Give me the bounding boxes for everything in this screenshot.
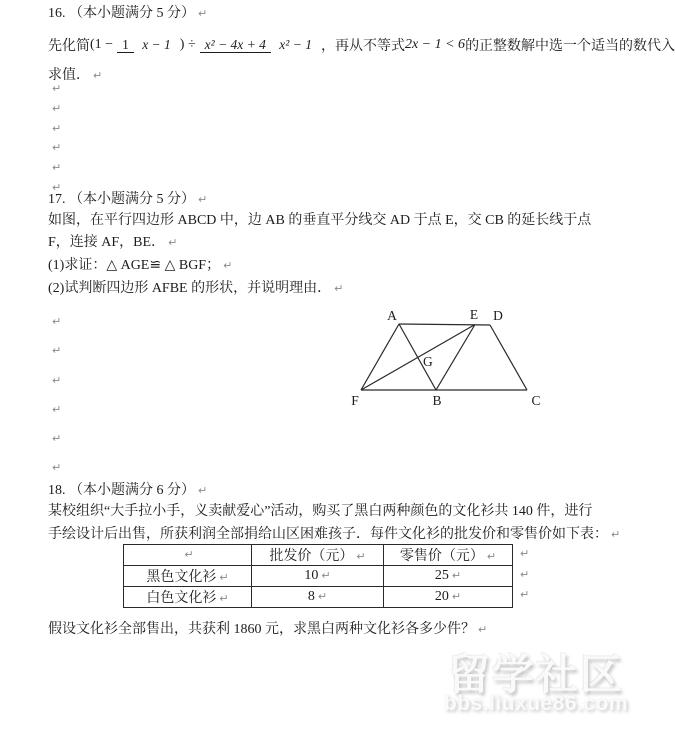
paragraph-mark-icon: ↵ xyxy=(520,567,530,581)
formula-divide-sign: ) ÷ xyxy=(179,37,196,52)
paragraph-mark-icon: ↵ xyxy=(52,315,62,328)
site-watermark xyxy=(440,652,632,716)
q18-body-line1: 某校组织“大手拉小手，义卖献爱心”活动，购买了黑白两种颜色的文化衫共 140 件，进行 xyxy=(48,504,593,519)
table-header-row xyxy=(124,545,513,566)
cell-white-retail-text: 20 xyxy=(434,589,449,604)
question-17 xyxy=(48,189,591,300)
paragraph-mark-icon: ↵ xyxy=(52,373,62,387)
header-cell-retail-text: 零售价（元） xyxy=(399,549,484,564)
watermark-title: 留学社区 xyxy=(447,651,624,698)
cell-white-retail xyxy=(384,587,513,608)
header-cell-wholesale-text: 批发价（元） xyxy=(269,549,354,564)
paragraph-mark-icon: ↵ xyxy=(334,282,344,295)
paragraph-mark-icon: ↵ xyxy=(52,461,62,475)
q18-final-question xyxy=(48,619,487,640)
paragraph-mark-icon: ↵ xyxy=(219,592,229,605)
table-row-black-shirt xyxy=(124,566,513,587)
paragraph-mark-icon: ↵ xyxy=(198,484,208,497)
empty-paragraph-marks-1 xyxy=(52,79,61,198)
price-table-wrap xyxy=(123,544,529,608)
fraction-2-denominator: x² − 1 xyxy=(279,36,312,52)
cell-white-shirt-text: 白色文化衫 xyxy=(146,591,217,606)
q17-body-line2 xyxy=(48,232,591,254)
price-table xyxy=(123,544,513,608)
paragraph-mark-icon: ↵ xyxy=(478,623,488,636)
formula-inequality: 2x − 1 < 6 xyxy=(404,37,466,52)
q17-part1 xyxy=(48,254,591,277)
vertex-label-D: D xyxy=(493,308,503,323)
header-cell-empty xyxy=(124,545,252,566)
paragraph-mark-icon: ↵ xyxy=(52,180,62,194)
cell-black-wholesale xyxy=(252,566,384,587)
table-row-white-shirt xyxy=(124,587,513,608)
fraction-2-numerator: x² − 4x + 4 xyxy=(200,37,271,53)
q18-header xyxy=(48,480,620,501)
vertex-label-A: A xyxy=(387,308,397,323)
paragraph-mark-icon: ↵ xyxy=(52,141,62,155)
formula-middle-text: ，再从不等式 xyxy=(320,39,405,54)
formula-open-paren: (1 − xyxy=(90,37,114,52)
q17-header-text: 17. （本小题满分 5 分） xyxy=(48,192,195,207)
edge-AF xyxy=(361,324,399,390)
paragraph-mark-icon: ↵ xyxy=(451,590,462,603)
edge-AD xyxy=(399,324,490,325)
cell-white-wholesale xyxy=(252,587,384,608)
q17-part2-text: (2)试判断四边形 AFBE 的形状，并说明理由． xyxy=(48,281,332,296)
q18-body-line2-text: 手绘设计后出售，所获利润全部捐给山区困难孩子．每件文化衫的批发价和零售价如下表： xyxy=(48,527,608,542)
vertex-label-E: E xyxy=(469,307,479,322)
paragraph-mark-icon: ↵ xyxy=(520,588,530,602)
vertex-label-G: G xyxy=(423,354,433,369)
paragraph-mark-icon: ↵ xyxy=(611,528,621,541)
paragraph-mark-icon: ↵ xyxy=(486,550,497,563)
paragraph-mark-icon: ↵ xyxy=(93,69,103,82)
paragraph-mark-icon: ↵ xyxy=(52,432,62,446)
cell-black-retail xyxy=(384,566,513,587)
cell-black-shirt-label xyxy=(124,566,252,587)
q18-final-question-text: 假设文化衫全部售出，共获利 1860 元，求黑白两种文化衫各多少件？ xyxy=(48,622,475,637)
paragraph-mark-icon: ↵ xyxy=(52,402,62,416)
vertex-label-F: F xyxy=(351,393,359,408)
q16-header-text: 16. （本小题满分 5 分） xyxy=(48,6,195,21)
q16-line2 xyxy=(48,66,675,86)
cell-black-shirt-text: 黑色文化衫 xyxy=(146,570,217,585)
paragraph-mark-icon: ↵ xyxy=(198,193,208,206)
paragraph-mark-icon: ↵ xyxy=(219,571,229,584)
q17-part1-text: (1)求证：△ AGE≌ △ BGF； xyxy=(48,258,221,273)
empty-paragraph-marks-2 xyxy=(52,307,61,483)
fraction-1 xyxy=(117,37,176,53)
fraction-2 xyxy=(200,37,317,53)
paragraph-mark-icon: ↵ xyxy=(52,121,62,135)
fraction-1-denominator: x − 1 xyxy=(142,36,171,52)
paragraph-mark-icon: ↵ xyxy=(356,550,366,563)
q17-part2 xyxy=(48,277,591,300)
question-18 xyxy=(48,480,620,546)
paragraph-mark-icon: ↵ xyxy=(52,82,62,95)
paragraph-mark-icon: ↵ xyxy=(317,590,328,603)
watermark-url: bbs.liuxue86.com xyxy=(443,692,629,716)
q18-header-text: 18. （本小题满分 6 分） xyxy=(48,483,195,498)
segment-EB xyxy=(436,325,475,391)
header-cell-retail xyxy=(384,545,513,566)
paragraph-mark-icon: ↵ xyxy=(198,7,208,20)
paragraph-mark-icon: ↵ xyxy=(52,344,62,358)
q17-body-line1: 如图，在平行四边形 ABCD 中，边 AB 的垂直平分线交 AD 于点 E，交 CB 的延长线于点 xyxy=(48,213,592,228)
paragraph-mark-icon: ↵ xyxy=(223,259,233,272)
q16-line2-text: 求值． xyxy=(48,68,90,83)
cell-white-wholesale-text: 8 xyxy=(307,589,315,604)
fraction-1-numerator: 1 xyxy=(117,37,134,53)
q17-body-line2-text: F，连接 AF，BE． xyxy=(48,235,166,250)
edge-DC xyxy=(490,325,527,390)
cell-black-retail-text: 25 xyxy=(434,568,449,583)
q16-header xyxy=(48,4,675,24)
paragraph-mark-icon: ↵ xyxy=(168,236,178,249)
header-cell-wholesale xyxy=(252,545,384,566)
paragraph-mark-icon: ↵ xyxy=(184,548,194,561)
cell-white-shirt-label xyxy=(124,587,252,608)
formula-suffix-text: 的正整数解中选一个适当的数代入 xyxy=(465,39,675,54)
cell-black-wholesale-text: 10 xyxy=(304,568,319,583)
vertex-label-C: C xyxy=(531,393,541,408)
paragraph-mark-icon: ↵ xyxy=(52,161,62,175)
paragraph-mark-icon: ↵ xyxy=(451,569,462,582)
table-row-end-marks xyxy=(520,544,529,608)
paragraph-mark-icon: ↵ xyxy=(52,101,62,115)
formula-prefix: 先化简 xyxy=(48,39,90,54)
paragraph-mark-icon: ↵ xyxy=(321,569,331,582)
question-16 xyxy=(48,4,675,86)
geometry-svg xyxy=(346,306,554,408)
q16-formula xyxy=(48,25,675,65)
vertex-label-B: B xyxy=(432,393,442,408)
paragraph-mark-icon: ↵ xyxy=(520,547,530,560)
q17-header xyxy=(48,189,591,210)
q18-body-line2 xyxy=(48,523,620,546)
parallelogram-figure xyxy=(346,306,554,408)
